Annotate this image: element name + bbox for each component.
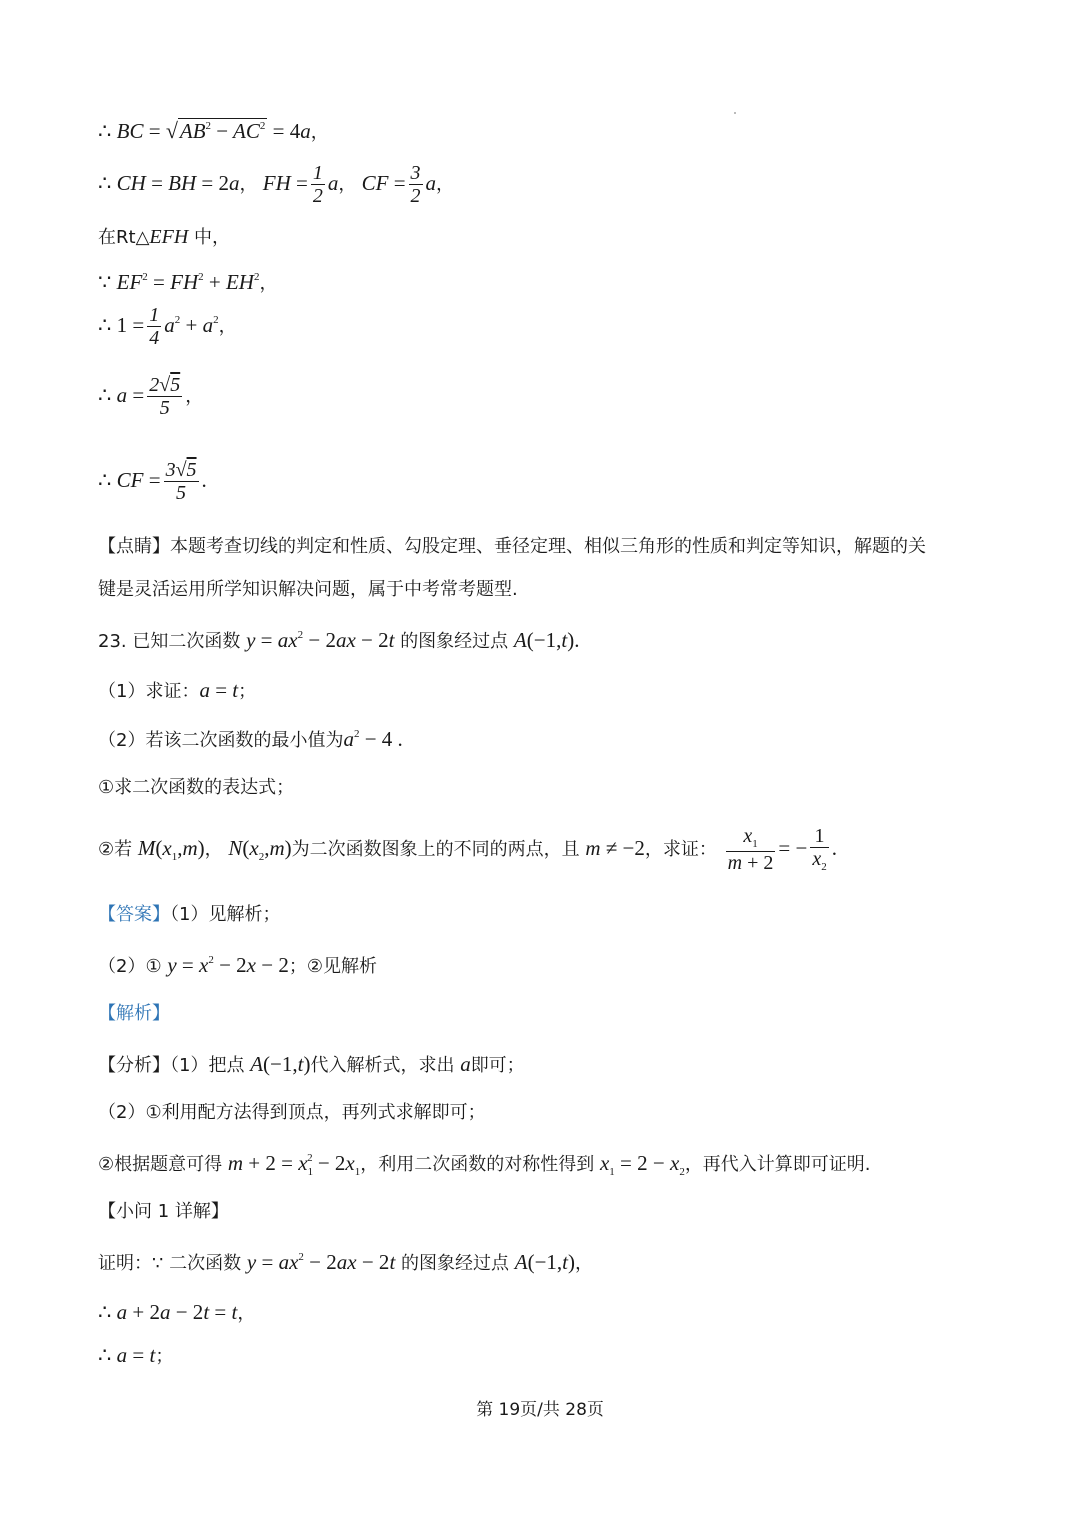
text-rt-triangle: 在Rt△EFH 中，: [98, 226, 231, 248]
point-n: $N(x_2,m)$: [228, 835, 292, 863]
q23-function: $y = ax^2 - 2ax - 2t$: [246, 628, 395, 652]
fenxi-f1c: 即可；: [470, 1055, 525, 1076]
fenxi-line-3: ②根据题意可得 $m + 2 = x_1^2 - 2x_1$，利用二次函数的对称性得到 $x_1 = 2 - x_2$，再代入计算即可证明.: [98, 1151, 871, 1178]
detail-eq-1: ∴ a + 2a − 2t = t，: [98, 1300, 256, 1324]
detail-p1b: 的图象经过点: [401, 1253, 510, 1274]
eq-bc: ∴ BC = $√AB^2 - AC^2 = 4a$，: [98, 118, 329, 143]
fenxi-f3a: ②根据题意可得: [98, 1154, 223, 1175]
detail-line-1: 证明：∵ 二次函数 $y = ax^2 - 2ax - 2t$ 的图象经过点 A(−1,t)，: [98, 1250, 594, 1274]
eq-a: ∴ a = $\frac{2√5}{5}$ ，: [98, 374, 204, 419]
q23-stem: [98, 630, 579, 651]
detail-eq-2: ∴ a = t；: [98, 1343, 174, 1367]
q23-sub2: ②若 $M(x_1,m)$， $N(x_2,m)$为二次函数图象上的不同的两点，且 m ≠ −2，求证： $\frac{x_1}{m + 2}$ = − $\frac{1}{x_2}$ .: [98, 825, 837, 874]
dianjing-line-1: [98, 538, 926, 556]
fenxi-line-2: （2）①利用配方法得到顶点，再列式求解即可；: [98, 1102, 486, 1123]
fenxi-tag: 【分析】: [98, 1055, 170, 1076]
q23-part2-label: （2）若该二次函数的最小值为: [98, 730, 344, 751]
q23-sub1: ①求二次函数的表达式；: [98, 777, 295, 798]
eq-pythag: ∵ $EF^2 = FH^2 + EH^2$，: [98, 270, 278, 294]
q23-sub2-c: ，求证：: [644, 838, 717, 860]
eq-cf: ∴ CF = $\frac{3√5}{5}$ .: [98, 459, 207, 504]
jiexi-tag: 【解析】: [98, 1003, 170, 1024]
q23-sub2-b: 为二次函数图象上的不同的两点，且: [291, 838, 580, 860]
eq-one: ∴ 1 = $\frac{1}{4}$ $a^2 + a^2$，: [98, 304, 237, 349]
dianjing-text-1: 本题考查切线的判定和性质、勾股定理、垂径定理、相似三角形的性质和判定等知识，解题的关: [170, 536, 926, 557]
eq-ch-fh-cf: ∴ CH = BH = 2a， FH = $\frac{1}{2}$ a， CF = $\frac{3}{2}$ a，: [98, 162, 455, 207]
dianjing-tag: 【点睛】: [98, 536, 170, 557]
scan-speck: [734, 112, 736, 114]
fenxi-line-1: 【分析】（1）把点 A(−1,t)代入解析式，求出 a即可；: [98, 1052, 525, 1076]
answer-part2-suffix: ；②见解析: [288, 956, 377, 977]
detail-tag: 【小问 1 详解】: [98, 1201, 229, 1222]
fenxi-f1b: 代入解析式，求出: [310, 1055, 455, 1076]
answer-part1: （1）见解析；: [170, 904, 281, 925]
answer-line-2: [98, 955, 377, 976]
q23-point-a: A(−1,t).: [513, 628, 580, 652]
detail-p1a: 证明：∵ 二次函数: [98, 1253, 242, 1274]
answer-line-1: [98, 906, 280, 924]
page-footer: 第 19页/共 28页: [476, 1400, 604, 1420]
q23-part1: （1）求证：a = t；: [98, 678, 257, 702]
q23-sub2-a: ②若: [98, 838, 133, 860]
answer-function: $y = x^2 - 2x - 2$: [167, 953, 289, 977]
point-m: $M(x_1,m)$: [137, 835, 205, 863]
fenxi-f3c: ，再代入计算即可证明.: [684, 1154, 871, 1175]
fenxi-f1a: （1）把点: [170, 1055, 245, 1076]
fenxi-f3b: ，利用二次函数的对称性得到: [360, 1154, 595, 1175]
q23-stem-mid: 的图象经过点: [400, 631, 509, 652]
q23-stem-prefix: 23. 已知二次函数: [98, 631, 241, 652]
answer-part2-prefix: （2）①: [98, 956, 162, 977]
q23-part2: （2）若该二次函数的最小值为$a^2 - 4$ .: [98, 727, 403, 751]
answer-tag: 【答案】: [98, 904, 170, 925]
q23-part1-label: （1）求证：: [98, 681, 200, 702]
dianjing-line-2: 键是灵活运用所学知识解决问题，属于中考常考题型.: [98, 579, 518, 600]
